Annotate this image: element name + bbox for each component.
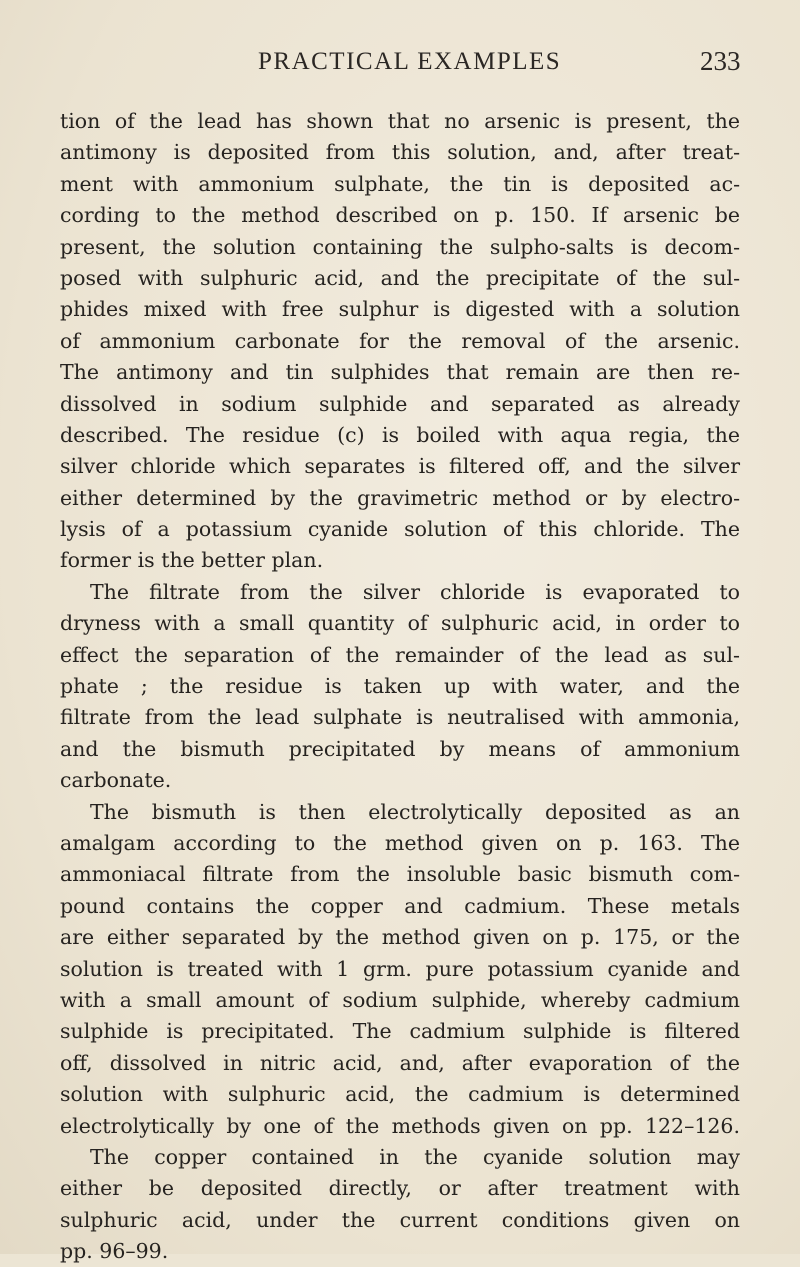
text-line: dryness with a small quantity of sulphuric acid, in order to	[60, 611, 740, 636]
text-line: posed with sulphuric acid, and the precipitate of the sul-	[60, 265, 740, 290]
text-line: sulphuric acid, under the current conditions given on	[60, 1207, 740, 1232]
text-line: The bismuth is then electrolytically deposited as an	[90, 799, 740, 824]
running-header	[0, 48, 800, 88]
text-line: ammoniacal filtrate from the insoluble basic bismuth com-	[60, 862, 740, 887]
text-line: described. The residue (c) is boiled with aqua regia, the	[60, 422, 740, 447]
text-line: pp. 96–99.	[60, 1239, 169, 1264]
text-line: The copper contained in the cyanide solution may	[90, 1144, 740, 1169]
text-line: electrolytically by one of the methods given on pp. 122–126.	[60, 1113, 740, 1138]
text-line: cording to the method described on p. 150. If arsenic be	[60, 203, 740, 228]
text-line: carbonate.	[60, 768, 172, 793]
text-line: tion of the lead has shown that no arsenic is present, the	[60, 109, 740, 133]
text-line: The antimony and tin sulphides that remain are then re-	[60, 360, 740, 385]
text-line: phides mixed with free sulphur is digested with a solution	[60, 297, 740, 322]
text-line: lysis of a potassium cyanide solution of this chloride. The	[60, 517, 740, 542]
running-header-title: PRACTICAL EXAMPLES	[258, 48, 562, 75]
text-line: amalgam according to the method given on p. 163. The	[60, 830, 740, 855]
text-line: present, the solution containing the sulpho-salts is decom-	[60, 234, 740, 259]
text-line: antimony is deposited from this solution, and, after treat-	[60, 140, 740, 165]
text-line: either determined by the gravimetric method or by electro-	[60, 485, 740, 510]
text-line: ment with ammonium sulphate, the tin is deposited ac-	[60, 171, 740, 196]
body-text	[60, 106, 740, 1267]
text-line: of ammonium carbonate for the removal of the arsenic.	[60, 328, 740, 353]
text-line: effect the separation of the remainder of the lead as sul-	[60, 642, 740, 667]
page-number: 233	[700, 46, 741, 76]
text-line: phate ; the residue is taken up with water, and the	[60, 674, 740, 699]
text-line: either be deposited directly, or after treatment with	[60, 1176, 740, 1201]
text-line: dissolved in sodium sulphide and separated as already	[60, 391, 740, 416]
text-line: solution is treated with 1 grm. pure potassium cyanide and	[60, 956, 740, 981]
text-line: silver chloride which separates is filtered off, and the silver	[60, 454, 740, 479]
text-line: are either separated by the method given on p. 175, or the	[60, 925, 740, 950]
text-line: solution with sulphuric acid, the cadmium is determined	[60, 1082, 740, 1107]
text-line: former is the better plan.	[60, 548, 324, 573]
text-line: pound contains the copper and cadmium. These metals	[60, 893, 740, 918]
text-line: sulphide is precipitated. The cadmium sulphide is filtered	[60, 1019, 740, 1044]
text-line: off, dissolved in nitric acid, and, after evaporation of the	[60, 1050, 740, 1075]
text-line: filtrate from the lead sulphate is neutralised with ammonia,	[60, 705, 740, 730]
text-line: with a small amount of sodium sulphide, whereby cadmium	[60, 987, 740, 1012]
text-line: The filtrate from the silver chloride is evaporated to	[90, 579, 740, 604]
text-line: and the bismuth precipitated by means of ammonium	[60, 736, 740, 761]
